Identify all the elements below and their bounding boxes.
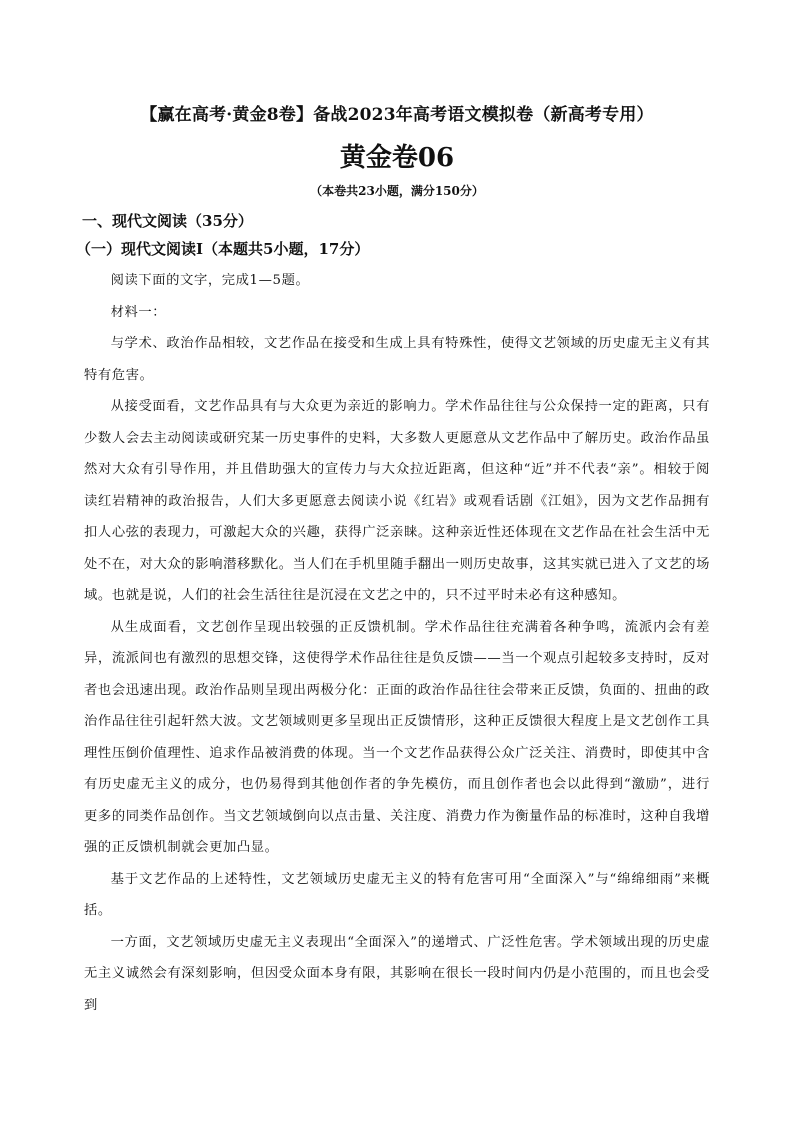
- paragraph: 从生成面看，文艺创作呈现出较强的正反馈机制。学术作品往往充满着各种争鸣，流派内会有差异，流派间也有激烈的思想交锋，这使得学术作品往往是负反馈——当一个观点引起较多支持时，反对者也会迅速出现。政治作品则呈现出两极分化：正面的政治作品往往会带来正反馈，负面的、扭曲的政治作品往往引起轩然大波。文艺领域则更多呈现出正反馈情形，这种正反馈很大程度上是文艺创作工具理性压倒价值理性、追求作品被消费的体现。当一个文艺作品获得公众广泛关注、消费时，即使其中含有历史虚无主义的成分，也仍易得到其他创作者的争先模仿，而且创作者也会以此得到“激励”，进行更多的同类作品创作。当文艺领域倒向以点击量、关注度、消费力作为衡量作品的标准时，这种自我增强的正反馈机制就会更加凸显。: [84, 619, 711, 855]
- material-label: 材料一：: [110, 304, 167, 320]
- paragraph: 从接受面看，文艺作品具有与大众更为亲近的影响力。学术作品往往与公众保持一定的距离，只有少数人会去主动阅读或研究某一历史事件的史料，大多数人更愿意从文艺作品中了解历史。政治作品虽然对大众有引导作用，并且借助强大的宣传力与大众拉近距离，但这种“近”并不代表“亲”。相较于阅读红岩精神的政治报告，人们大多更愿意去阅读小说《红岩》或观看话剧《江姐》，因为文艺作品拥有扣人心弦的表现力，可激起大众的兴趣，获得广泛亲睐。这种亲近性还体现在文艺作品在社会生活中无处不在，对大众的影响潜移默化。当人们在手机里随手翻出一则历史故事，这其实就已进入了文艺的场域。也就是说，人们的社会生活往往是沉浸在文艺之中的，只不过平时未必有这种感知。: [84, 399, 710, 603]
- paragraph: 与学术、政治作品相较，文艺作品在接受和生成上具有特殊性，使得文艺领域的历史虚无主义有其特有危害。: [84, 336, 710, 383]
- exam-header: 【赢在高考·黄金8卷】备战2023年高考语文模拟卷（新高考专用）: [140, 105, 654, 125]
- exam-subtitle: （本卷共23小题，满分150分）: [310, 184, 484, 198]
- instruction-text: 阅读下面的文字，完成1—5题。: [110, 273, 310, 288]
- subsection-heading: （一）现代文阅读Ⅰ（本题共5小题，17分）: [76, 240, 370, 258]
- exam-title: 黄金卷06: [339, 143, 455, 173]
- section-heading: 一、现代文阅读（35分）: [82, 212, 253, 230]
- paragraph: 基于文艺作品的上述特性，文艺领域历史虚无主义的特有危害可用“全面深入”与“绵绵细雨”来概括。: [84, 871, 710, 918]
- paragraph: 一方面，文艺领域历史虚无主义表现出“全面深入”的递增式、广泛性危害。学术领域出现的历史虚无主义诚然会有深刻影响，但因受众面本身有限，其影响在很长一段时间内仍是小范围的，而且也会受到: [84, 934, 710, 1013]
